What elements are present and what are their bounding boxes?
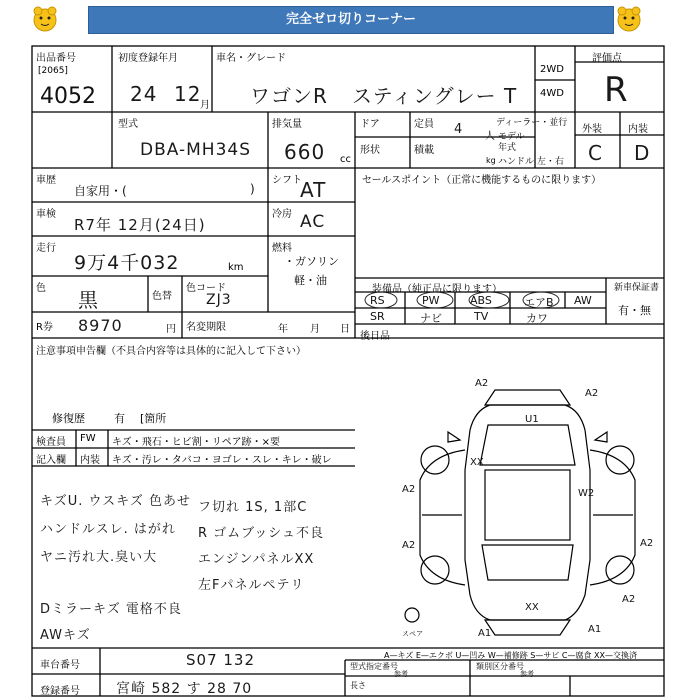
remark-1: キズU. ウスキズ 色あせ: [40, 494, 192, 509]
drive-4wd: 4WD: [540, 88, 564, 99]
lot-number: 4052: [40, 84, 96, 109]
interior-score: D: [634, 141, 651, 165]
history-label: 車歴: [36, 175, 56, 186]
registration-year: 24: [130, 82, 158, 106]
equipment-leather: カワ: [526, 312, 548, 325]
length-label: 長さ: [350, 681, 366, 690]
equipment-airbag: エアB: [524, 296, 554, 309]
equipment-navi: ナビ: [420, 312, 442, 325]
mileage-value: 9万4千032: [74, 252, 180, 274]
fuel-gas: ・ガソリン: [284, 255, 339, 268]
name-change-year: 年: [278, 324, 288, 335]
equipment-sr: SR: [370, 310, 385, 323]
diagram-mark-9: XX: [525, 602, 539, 613]
capacity-value: 4: [454, 122, 464, 137]
equipment-marks: [355, 290, 605, 310]
door-label: ドア: [360, 119, 380, 130]
diagram-mark-6: W2: [578, 488, 595, 499]
recycle-label: R券: [36, 322, 53, 333]
warranty-value: 有・無: [618, 304, 651, 317]
shift-label: シフト: [272, 175, 302, 186]
equipment-rs: RS: [370, 294, 385, 307]
diagram-mark-4: XX: [470, 457, 484, 468]
cc-unit: cc: [340, 154, 351, 165]
capacity-label: 定員: [414, 119, 434, 130]
chassis-value: S07 132: [186, 651, 256, 669]
history-value: 自家用・(: [74, 184, 127, 198]
diagram-mark-2: A2: [585, 388, 599, 399]
rating-label: 評価点: [592, 53, 622, 64]
fuel-light: 軽・油: [294, 274, 327, 287]
registration-month: 12: [174, 82, 202, 106]
diagram-spare-label: スペア: [402, 630, 423, 638]
lot-sub: [2065]: [38, 66, 68, 76]
remark-2: ハンドルスレ. はがれ: [40, 522, 176, 537]
inspection-row2: キズ・汚レ・タバコ・ヨゴレ・スレ・キレ・破レ: [112, 455, 332, 466]
entry-label: 記入欄: [36, 455, 66, 466]
displacement-value: 660: [284, 140, 326, 164]
notes-label: 注意事項申告欄（不具合内容等は具体的に記入して下さい）: [36, 346, 306, 357]
vehicle-name: ワゴンR: [250, 84, 328, 108]
diagram-mark-7: A2: [402, 540, 416, 551]
color-label: 色: [36, 283, 46, 294]
equipment-label: 装備品（純正品に限ります）: [372, 284, 502, 295]
mileage-unit: km: [228, 262, 244, 273]
repair-label: 修復歴: [52, 412, 85, 425]
kg-unit: kg: [486, 156, 496, 165]
category-label: 類別区分番号: [476, 662, 524, 671]
diagram-mark-11: A1: [478, 628, 492, 639]
repair-part: [箇所: [140, 412, 167, 425]
damage-legend: A—キズ E—エクボ U—凹み W—補修跡 S—サビ C—腐食 XX—交換済: [384, 651, 638, 660]
equipment-pw: PW: [422, 294, 440, 307]
lot-label: 出品番号: [36, 53, 76, 64]
inspector-label: 検査員: [36, 437, 66, 448]
diagram-mark-3: U1: [525, 414, 539, 425]
type-designation-label: 型式指定番号: [350, 662, 398, 671]
year-label: 年式: [498, 143, 517, 153]
diagram-mark-1: A2: [475, 378, 489, 389]
shaken-value: R7年 12月(24日): [74, 216, 206, 234]
diagram-mark-10: A2: [622, 594, 636, 605]
exterior-label: 外装: [582, 124, 602, 135]
remark-right-1: フ切れ 1S, 1部C: [198, 500, 308, 515]
handle-label: ハンドル 左・右: [498, 157, 564, 167]
inspection-row1: キズ・飛石・ヒビ割・リペア跡・×要: [112, 437, 280, 448]
type-label: 型式: [118, 119, 138, 130]
shaken-label: 車検: [36, 209, 56, 220]
registration-label: 初度登録年月: [118, 53, 178, 64]
exterior-score: C: [588, 141, 603, 165]
remark-4: Dミラーキズ 電格不良: [40, 602, 182, 617]
selling-points-label: セールスポイント（正常に機能するものに限ります）: [362, 175, 602, 186]
chassis-label: 車台番号: [40, 660, 80, 671]
color-tone-label: 色替: [152, 291, 172, 302]
history-close: ): [250, 182, 255, 196]
rating-score: R: [604, 70, 629, 110]
dealer-label: ディーラー・並行: [496, 118, 568, 128]
color-code: ZJ3: [206, 292, 232, 308]
registration-month-unit: 月: [200, 100, 210, 111]
remark-5: AWキズ: [40, 628, 91, 643]
name-change-month: 月: [310, 324, 320, 335]
mileage-label: 走行: [36, 243, 56, 254]
page-title: 完全ゼロ切りコーナー: [88, 6, 614, 34]
person-unit: 人: [485, 131, 495, 142]
displacement-label: 排気量: [272, 119, 302, 130]
category-sub: 参考: [520, 670, 534, 678]
inspection-fw: FW: [80, 433, 96, 444]
equipment-tv: TV: [474, 310, 489, 323]
vehicle-name-label: 車名・グレード: [216, 53, 286, 64]
fuel-label: 燃料: [272, 243, 292, 254]
inspection-inner: 内装: [80, 455, 100, 466]
equipment-aw: AW: [574, 294, 592, 307]
warranty-label: 新車保証書: [614, 283, 660, 293]
diagram-mark-5: A2: [402, 484, 416, 495]
shift-value: AT: [300, 178, 327, 202]
remark-3: ヤニ汚れ大.臭い大: [40, 550, 158, 565]
remark-right-2: R ゴムブッシュ不良: [198, 526, 324, 541]
plate-value: 宮崎 582 す 28 70: [116, 681, 253, 697]
remark-right-4: 左Fパネルペテリ: [198, 578, 305, 593]
equipment-abs: ABS: [470, 294, 492, 307]
type-designation-sub: 参考: [394, 670, 408, 678]
interior-label: 内装: [628, 124, 648, 135]
vehicle-type: DBA-MH34S: [140, 140, 252, 160]
post-fit-label: 後日品: [360, 331, 390, 342]
remark-right-3: エンジンパネルXX: [198, 552, 315, 567]
plate-label: 登録番号: [40, 686, 80, 697]
name-change-day: 日: [340, 324, 350, 335]
color-value: 黒: [78, 288, 99, 312]
drive-2wd: 2WD: [540, 64, 564, 75]
model-label: モデル: [498, 132, 525, 142]
form-label: 形状: [360, 145, 380, 156]
color-code-label: 色コード: [186, 283, 226, 294]
repair-value: 有: [114, 412, 125, 425]
recycle-value: 8970: [78, 316, 123, 335]
diagram-mark-8: A2: [640, 538, 654, 549]
ac-value: AC: [300, 212, 326, 232]
recycle-unit: 円: [166, 324, 176, 335]
name-change-label: 名変期限: [186, 322, 226, 333]
ac-label: 冷房: [272, 209, 292, 220]
load-label: 積載: [414, 145, 434, 156]
vehicle-grade: スティングレー T: [352, 84, 518, 108]
diagram-mark-12: A1: [588, 624, 602, 635]
car-damage-diagram: [400, 370, 660, 645]
